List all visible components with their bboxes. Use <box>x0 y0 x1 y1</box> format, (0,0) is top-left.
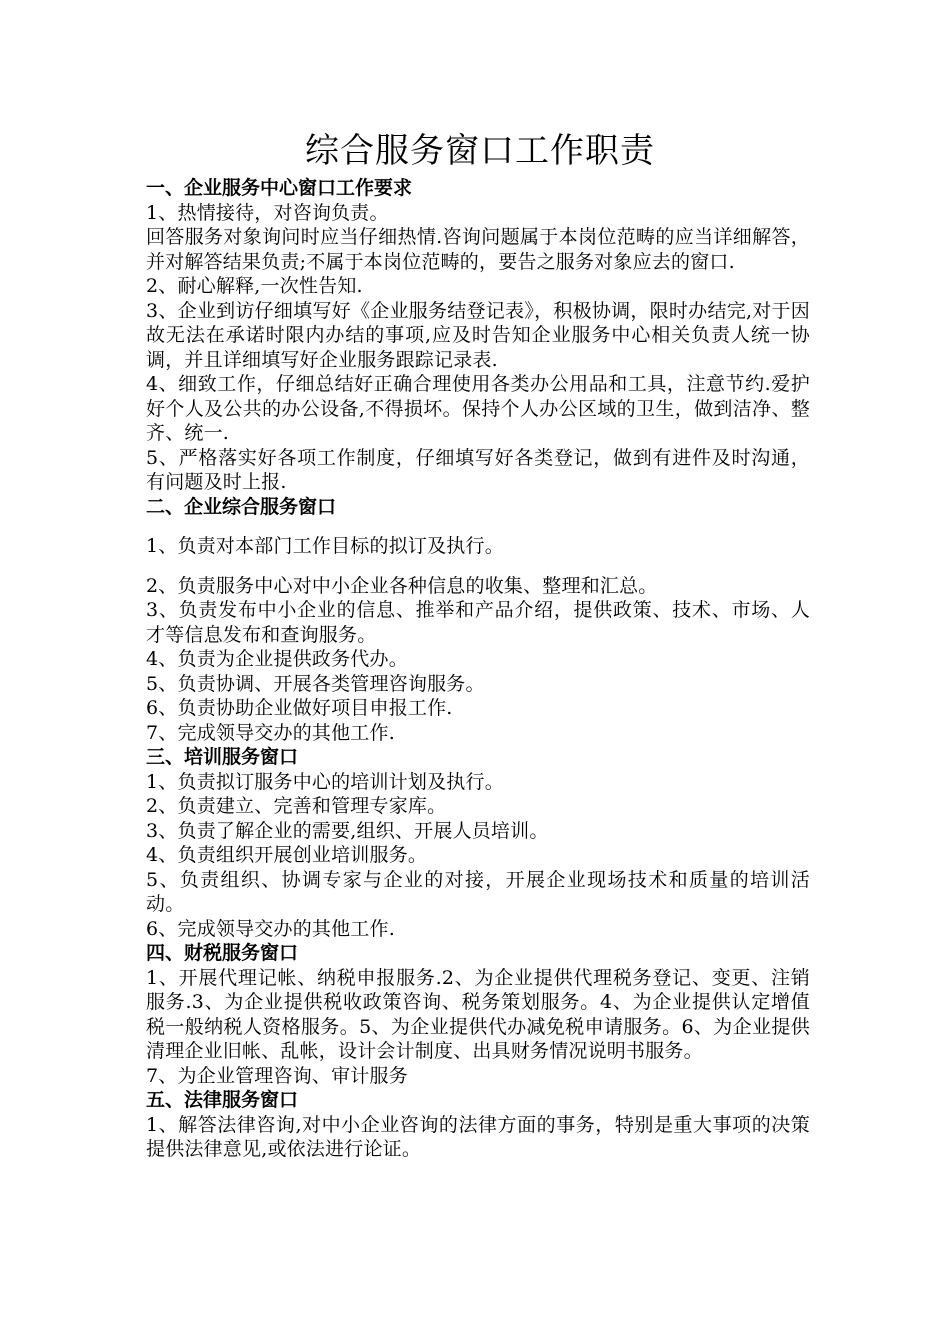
section-4 <box>146 941 810 1088</box>
paragraph: 7、完成领导交办的其他工作. <box>146 721 395 744</box>
paragraph: 1、解答法律咨询,对中小企业咨询的法律方面的事务，特别是重大事项的决策提供法律意见,或依法进行论证。 <box>146 1113 810 1160</box>
paragraph: 4、细致工作，仔细总结好正确合理使用各类办公用品和工具，注意节约.爱护好个人及公共的办公设备,不得损坏。保持个人办公区域的卫生，做到洁净、整齐、统一. <box>146 373 810 444</box>
paragraph: 2、耐心解释,一次性告知. <box>146 275 363 297</box>
paragraph: 3、企业到访仔细填写好《企业服务结登记表》，积极协调，限时办结完,对于因故无法在承诺时限内办结的事项,应及时告知企业服务中心相关负责人统一协调，并且详细填写好企业服务跟踪记录表. <box>146 299 810 371</box>
paragraph: 回答服务对象询问时应当仔细热情.咨询问题属于本岗位范畴的应当详细解答，并对解答结果负责;不属于本岗位范畴的，要告之服务对象应去的窗口. <box>146 226 810 273</box>
paragraph: 1、热情接待，对咨询负责。 <box>146 201 389 224</box>
section-heading: 五、法律服务窗口 <box>146 1089 299 1111</box>
paragraph: 2、负责服务中心对中小企业各种信息的收集、整理和汇总。 <box>146 574 658 597</box>
section-heading: 三、培训服务窗口 <box>146 746 299 768</box>
paragraph: 1、负责拟订服务中心的培训计划及执行。 <box>146 770 504 793</box>
paragraph: 4、负责为企业提供政务代办。 <box>146 648 408 670</box>
section-5 <box>146 1088 810 1162</box>
section-2 <box>146 495 810 746</box>
paragraph: 1、负责对本部门工作目标的拟订及执行。 <box>146 535 504 557</box>
document-page <box>146 128 810 1162</box>
paragraph: 6、完成领导交办的其他工作. <box>146 917 395 940</box>
section-heading: 四、财税服务窗口 <box>146 942 299 964</box>
document-title: 综合服务窗口工作职责 <box>305 131 655 171</box>
section-heading: 二、企业综合服务窗口 <box>146 495 337 518</box>
paragraph: 6、负责协助企业做好项目申报工作. <box>146 697 453 719</box>
section-heading: 一、企业服务中心窗口工作要求 <box>146 177 413 199</box>
paragraph: 3、负责发布中小企业的信息、推举和产品介绍，提供政策、技术、市场、人才等信息发布和查询服务。 <box>146 599 810 646</box>
paragraph: 5、严格落实好各项工作制度，仔细填写好各类登记，做到有进件及时沟通，有问题及时上报. <box>146 446 810 493</box>
paragraph: 1、开展代理记帐、纳税申报服务.2、为企业提供代理税务登记、变更、注销服务.3、为企业提供税收政策咨询、税务策划服务。4、为企业提供认定增值税一般纳税人资格服务。5、为企业提供代办减免税申请服务。6、为企业提供清理企业旧帐、乱帐，设计会计制度、出具财务情况说明书服务。 <box>146 966 810 1062</box>
paragraph: 4、负责组织开展创业培训服务。 <box>146 844 428 866</box>
paragraph: 7、为企业管理咨询、审计服务 <box>146 1064 408 1087</box>
paragraph: 5、负责组织、协调专家与企业的对接，开展企业现场技术和质量的培训活动。 <box>146 868 810 915</box>
paragraph: 3、负责了解企业的需要,组织、开展人员培训。 <box>146 819 549 842</box>
section-1 <box>146 176 810 495</box>
paragraph: 5、负责协调、开展各类管理咨询服务。 <box>146 672 485 695</box>
paragraph: 2、负责建立、完善和管理专家库。 <box>146 795 447 817</box>
section-3 <box>146 745 810 941</box>
